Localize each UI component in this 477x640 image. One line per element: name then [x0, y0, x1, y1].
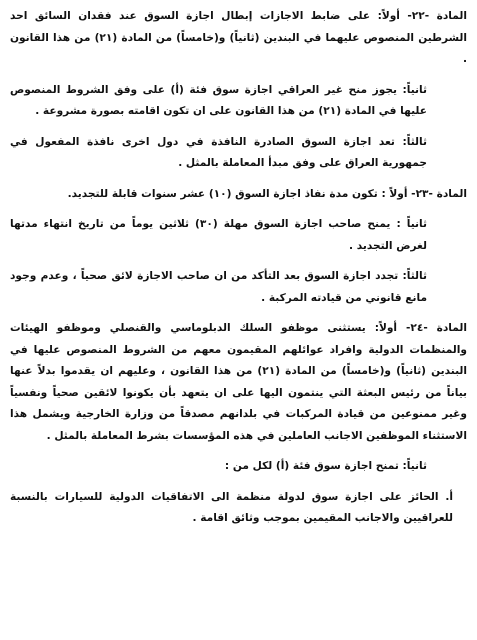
article-22-heading: المادة -٢٢- أولاً:	[377, 10, 467, 22]
article-23-clause-1-text: تكون مدة نفاذ اجازة السوق (١٠) عشر سنوات قابلة للتجديد.	[67, 187, 378, 200]
article-23-clause-2: ثانياً : يمنح صاحب اجازة السوق مهلة (٣٠) ثلاثين يوماً من تاريخ انتهاء مدتها لغرض التجديد .	[10, 218, 427, 252]
document-page	[10, 6, 467, 636]
article-24-clause-1-text: يستثنى موظفو السلك الدبلوماسي والقنصلي وموظفو الهيئات والمنظمات الدولية وافراد عوائلهم المقيمون معهم من الشروط المنصوص عليها في البندين (ثانياً) و(خامساً) من المادة (٢١) من هذا القانون ، وعليهم ان يقدموا بدلاً عنها بياناً من رئيس البعثة التي ينتمون اليها على ان يتعهد بأن يكونوا لائقين صحياً ونفسياً وغير ممنوعين من قيادة المركبات في بلدانهم مصدقاً من وزارة الخارجية ويشمل هذا الاستثناء الموظفين الاجانب العاملين في هذه المؤسسات بشرط المعاملة بالمثل .	[10, 322, 467, 442]
article-23-heading: المادة -٢٣- أولاً :	[381, 187, 467, 200]
article-24-clause-2: ثانياً: تمنح اجازة سوق فئة (أ) لكل من :	[224, 460, 427, 472]
article-22-clause-2: ثانياً: يجوز منح غير العراقي اجازة سوق فئة (أ) على وفق الشروط المنصوص عليها في المادة (٢١) من هذا القانون على ان تكون اقامته بصورة مشروعة .	[10, 83, 427, 117]
article-23-clause-3: ثالثاً: تجدد اجازة السوق بعد التأكد من ان صاحب الاجازة لائق صحياً ، وعدم وجود مانع قانوني من قيادته المركبة .	[10, 270, 427, 304]
article-24-clause-1	[10, 318, 467, 447]
article-22-clause-1	[10, 6, 467, 71]
article-22-clause-3: ثالثاً: تعد اجازة السوق الصادرة النافذة في دول اخرى نافذة المفعول في جمهورية العراق على وفق مبدأ المعاملة بالمثل .	[10, 135, 427, 169]
article-23-clause-1	[10, 184, 467, 206]
article-22-clause-1-text: على ضابط الاجازات إبطال اجازة السوق عند فقدان السائق احد الشرطين المنصوص عليهما في البندين (ثانياً) و(خامساً) من المادة (٢١) من هذا القانون .	[10, 10, 468, 65]
article-24-clause-2-item-a: أ. الحائز على اجازة سوق لدولة منظمة الى الاتفاقيات الدولية للسيارات بالنسبة للعراقيين والاجانب المقيمين بموجب وثائق اقامة .	[10, 490, 453, 524]
article-24-heading: المادة -٢٤- أولاً:	[374, 322, 467, 334]
